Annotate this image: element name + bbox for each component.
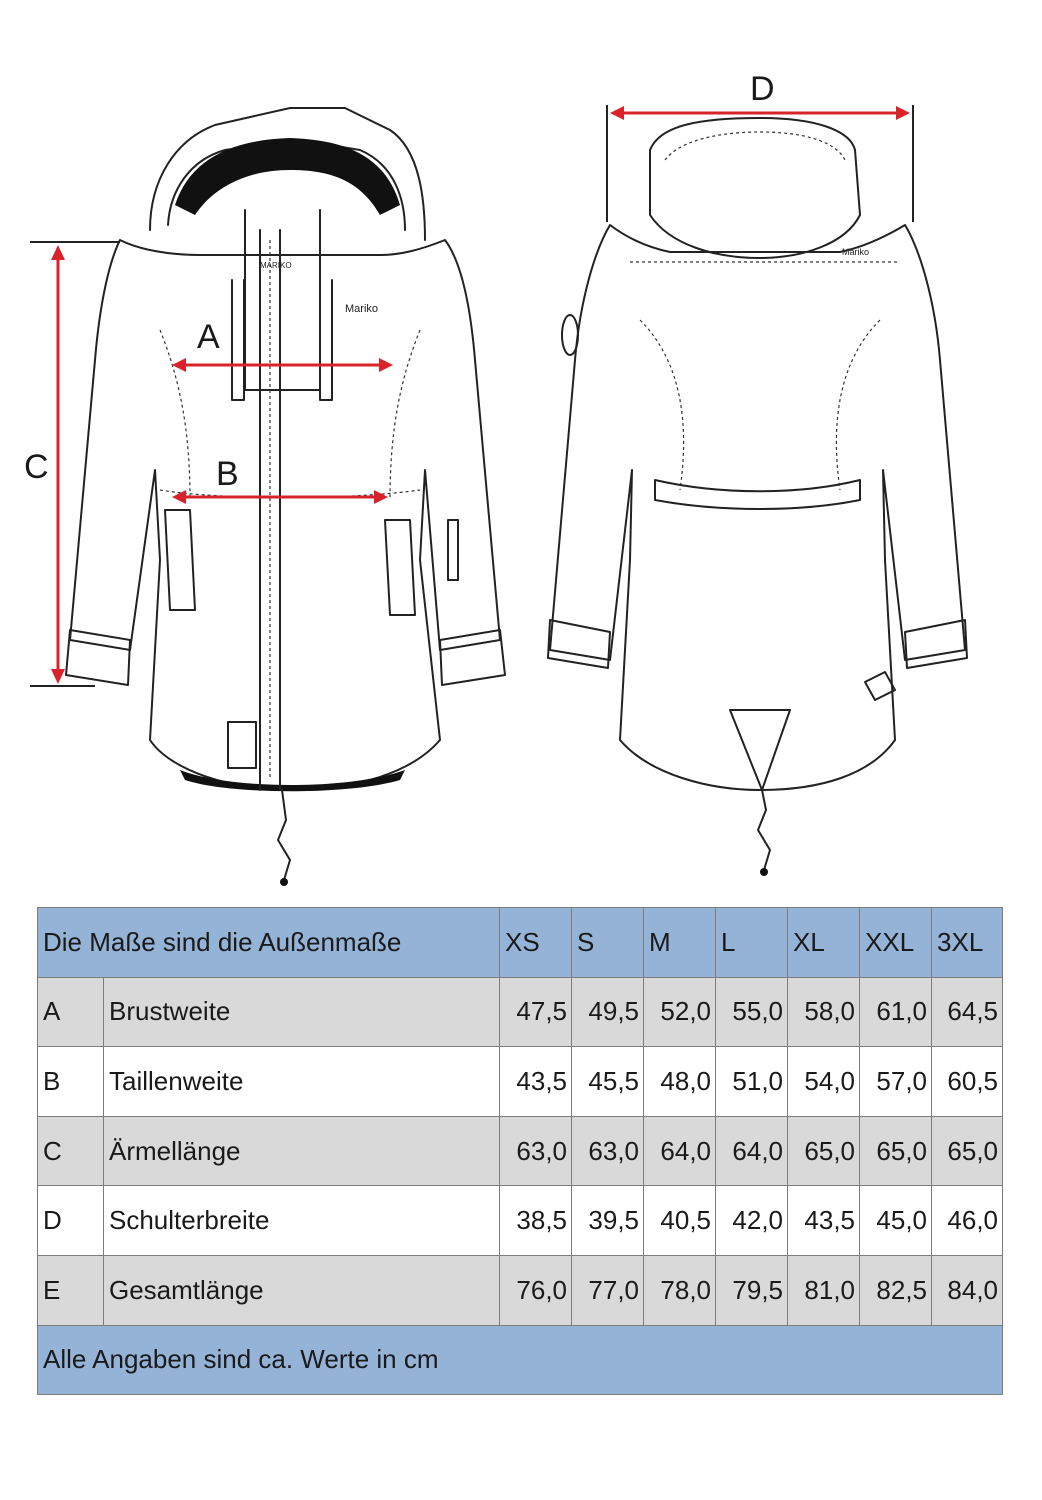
cell-value: 61,0: [860, 977, 932, 1047]
cell-value: 79,5: [716, 1255, 788, 1325]
cell-value: 58,0: [788, 977, 860, 1047]
label-a: A: [197, 318, 220, 356]
cell-value: 82,5: [860, 1255, 932, 1325]
cell-value: 42,0: [716, 1186, 788, 1256]
cell-value: 48,0: [644, 1047, 716, 1117]
cell-value: 38,5: [500, 1186, 572, 1256]
measure-lines-front: [30, 242, 393, 686]
cell-value: 43,5: [788, 1186, 860, 1256]
size-header: XL: [788, 908, 860, 978]
table-header-title: Die Maße sind die Außenmaße: [38, 908, 500, 978]
cell-value: 51,0: [716, 1047, 788, 1117]
cell-value: 43,5: [500, 1047, 572, 1117]
table-footer-note: Alle Angaben sind ca. Werte in cm: [38, 1325, 1003, 1395]
row-code: C: [38, 1116, 104, 1186]
cell-value: 65,0: [860, 1116, 932, 1186]
table-row: [38, 1116, 1003, 1186]
label-b: B: [216, 455, 239, 493]
size-header: 3XL: [932, 908, 1003, 978]
table-row: [38, 1186, 1003, 1256]
cell-value: 55,0: [716, 977, 788, 1047]
cell-value: 65,0: [932, 1116, 1003, 1186]
table-row: [38, 1255, 1003, 1325]
front-brand-label: MARIKO: [260, 261, 292, 270]
svg-text:Mariko: Mariko: [345, 303, 379, 315]
svg-text:Mariko: Mariko: [842, 247, 870, 257]
row-name: Ärmellänge: [104, 1116, 500, 1186]
table-header-row: [38, 908, 1003, 978]
table-row: [38, 1047, 1003, 1117]
cell-value: 52,0: [644, 977, 716, 1047]
size-header: XS: [500, 908, 572, 978]
size-chart-table: [37, 907, 1003, 1395]
cell-value: 57,0: [860, 1047, 932, 1117]
table-row: [38, 977, 1003, 1047]
size-header: XXL: [860, 908, 932, 978]
size-header: L: [716, 908, 788, 978]
cell-value: 45,0: [860, 1186, 932, 1256]
cell-value: 49,5: [572, 977, 644, 1047]
row-code: A: [38, 977, 104, 1047]
cell-value: 39,5: [572, 1186, 644, 1256]
label-c: C: [24, 448, 49, 486]
row-name: Schulterbreite: [104, 1186, 500, 1256]
table-footer-row: [38, 1325, 1003, 1395]
cell-value: 64,5: [932, 977, 1003, 1047]
label-d: D: [750, 70, 775, 108]
jacket-back-drawing: [548, 118, 967, 876]
cell-value: 63,0: [500, 1116, 572, 1186]
row-name: Taillenweite: [104, 1047, 500, 1117]
cell-value: 46,0: [932, 1186, 1003, 1256]
row-name: Gesamtlänge: [104, 1255, 500, 1325]
row-code: D: [38, 1186, 104, 1256]
cell-value: 45,5: [572, 1047, 644, 1117]
cell-value: 84,0: [932, 1255, 1003, 1325]
cell-value: 64,0: [644, 1116, 716, 1186]
row-code: E: [38, 1255, 104, 1325]
row-code: B: [38, 1047, 104, 1117]
cell-value: 60,5: [932, 1047, 1003, 1117]
cell-value: 47,5: [500, 977, 572, 1047]
row-name: Brustweite: [104, 977, 500, 1047]
cell-value: 64,0: [716, 1116, 788, 1186]
cell-value: 81,0: [788, 1255, 860, 1325]
cell-value: 63,0: [572, 1116, 644, 1186]
cell-value: 54,0: [788, 1047, 860, 1117]
cell-value: 76,0: [500, 1255, 572, 1325]
size-header: S: [572, 908, 644, 978]
cell-value: 65,0: [788, 1116, 860, 1186]
cell-value: 40,5: [644, 1186, 716, 1256]
cell-value: 78,0: [644, 1255, 716, 1325]
cell-value: 77,0: [572, 1255, 644, 1325]
size-header: M: [644, 908, 716, 978]
measure-lines-back: [607, 105, 913, 222]
